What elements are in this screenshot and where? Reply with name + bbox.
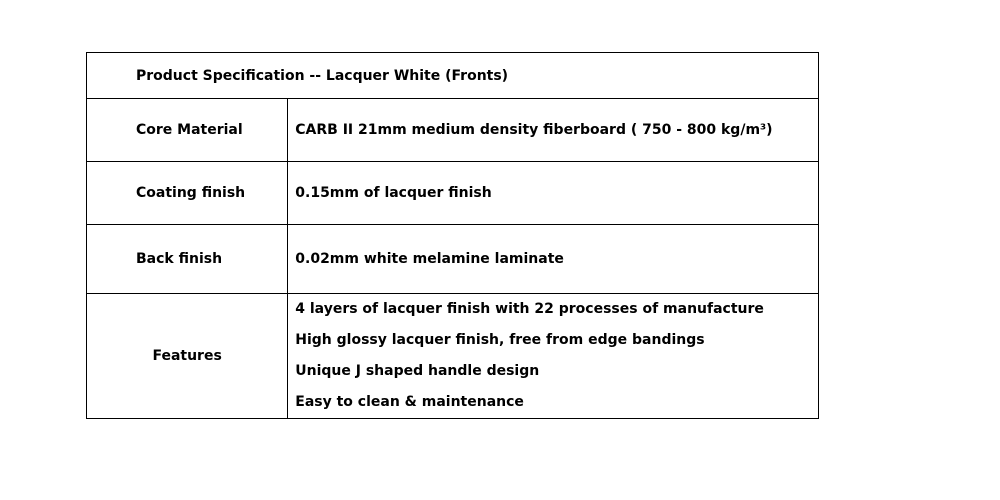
features-value	[288, 294, 819, 419]
core-material-value: CARB II 21mm medium density fiberboard ( 750 - 800 kg/m³)	[288, 99, 819, 162]
feature-item: 4 layers of lacquer finish with 22 processes of manufacture	[295, 301, 764, 317]
table-title-row	[87, 53, 819, 99]
table-title: Product Specification -- Lacquer White (Fronts)	[87, 53, 819, 99]
table-row	[87, 225, 819, 294]
features-label: Features	[87, 294, 288, 419]
back-finish-label: Back finish	[87, 225, 288, 294]
back-finish-value: 0.02mm white melamine laminate	[288, 225, 819, 294]
table-row	[87, 99, 819, 162]
table-row	[87, 162, 819, 225]
features-row	[87, 294, 819, 419]
features-list	[295, 294, 818, 418]
feature-item: Unique J shaped handle design	[295, 363, 540, 379]
feature-item: High glossy lacquer finish, free from edge bandings	[295, 332, 705, 348]
feature-item: Easy to clean & maintenance	[295, 394, 524, 410]
product-specification-table	[86, 52, 819, 419]
core-material-label: Core Material	[87, 99, 288, 162]
coating-finish-value: 0.15mm of lacquer finish	[288, 162, 819, 225]
coating-finish-label: Coating finish	[87, 162, 288, 225]
